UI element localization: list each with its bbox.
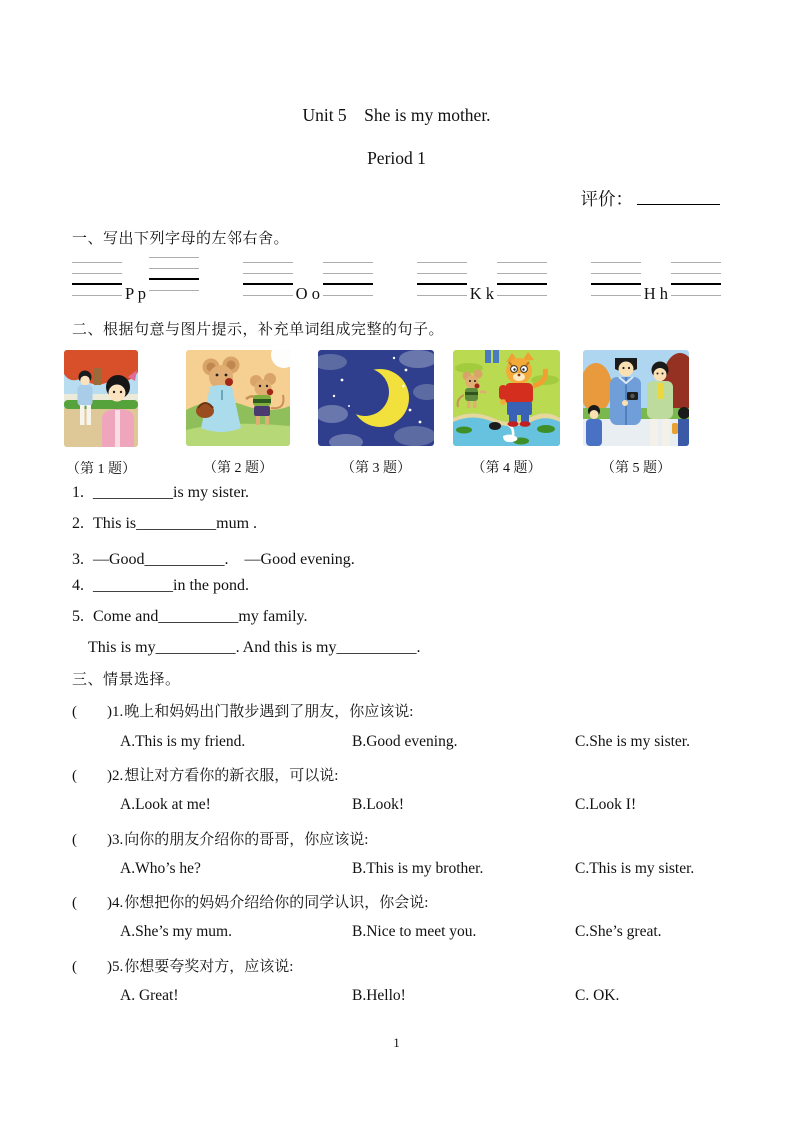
four-line-stave bbox=[72, 262, 122, 296]
answer-bracket-open: ( bbox=[72, 832, 77, 848]
option-c: C.Look I! bbox=[575, 796, 637, 813]
question-number: 4. bbox=[112, 895, 124, 911]
choice-question-4 bbox=[72, 891, 428, 912]
choice-options-4 bbox=[0, 923, 793, 945]
four-line-stave bbox=[149, 257, 199, 291]
section-one-heading: 一、写出下列字母的左邻右舍。 bbox=[72, 231, 290, 247]
question-number: 2. bbox=[112, 768, 124, 784]
question-prompt: 晚上和妈妈出门散步遇到了朋友，你应该说: bbox=[124, 704, 414, 720]
figure-2 bbox=[186, 350, 290, 477]
option-b: B.Nice to meet you. bbox=[352, 923, 477, 940]
option-c: C.She is my sister. bbox=[575, 733, 690, 750]
choice-question-1 bbox=[72, 700, 413, 721]
answer-bracket-close: ) bbox=[107, 959, 112, 975]
section-two-heading: 二、根据句意与图片提示，补充单词组成完整的句子。 bbox=[72, 322, 445, 338]
item-text: __________is my sister. bbox=[93, 484, 250, 501]
period-subtitle: Period 1 bbox=[367, 148, 426, 168]
choice-question-5 bbox=[72, 955, 293, 976]
option-a: A.She’s my mum. bbox=[120, 923, 232, 940]
section-three-heading: 三、情景选择。 bbox=[72, 672, 181, 688]
fill-item-1 bbox=[72, 484, 249, 502]
four-line-stave bbox=[591, 262, 641, 296]
item-text: —Good__________. —Good evening. bbox=[93, 551, 355, 568]
item-number: 4. bbox=[72, 577, 84, 594]
item-text: This is__________mum . bbox=[93, 515, 258, 532]
fill-item-5-line2: This is my__________. And this is my__________. bbox=[88, 639, 421, 656]
figure-3 bbox=[318, 350, 434, 477]
four-line-stave bbox=[323, 262, 373, 296]
choice-options-3 bbox=[0, 860, 793, 882]
fill-item-4 bbox=[72, 577, 249, 595]
answer-bracket-close: ) bbox=[107, 832, 112, 848]
stave-group-kk bbox=[417, 262, 547, 303]
question-prompt: 向你的朋友介绍你的哥哥，你应该说: bbox=[124, 832, 369, 848]
letter-practice-row bbox=[72, 262, 721, 303]
choice-question-3 bbox=[72, 828, 368, 849]
choice-options-1 bbox=[0, 733, 793, 755]
four-line-stave bbox=[417, 262, 467, 296]
crescent-moon-illustration bbox=[318, 350, 434, 446]
item-number: 2. bbox=[72, 515, 84, 532]
question-prompt: 想让对方看你的新衣服，可以说: bbox=[124, 768, 339, 784]
answer-bracket-close: ) bbox=[107, 768, 112, 784]
question-number: 1. bbox=[112, 704, 124, 720]
question-number: 3. bbox=[112, 832, 124, 848]
question-prompt: 你想要夸奖对方，应该说: bbox=[124, 959, 294, 975]
fill-item-3 bbox=[72, 546, 355, 569]
question-number: 5. bbox=[112, 959, 124, 975]
option-c: C.She’s great. bbox=[575, 923, 662, 940]
figure-5-caption: （第 5 题） bbox=[601, 461, 671, 476]
choice-options-5 bbox=[0, 987, 793, 1009]
item-number: 5. bbox=[72, 608, 84, 625]
family-outdoors-illustration bbox=[583, 350, 689, 446]
option-a: A.Look at me! bbox=[120, 796, 211, 813]
answer-bracket-open: ( bbox=[72, 959, 77, 975]
figure-1 bbox=[64, 350, 138, 478]
page-title: Unit 5 She is my mother. bbox=[302, 105, 491, 125]
letter-label-pp: P p bbox=[125, 283, 146, 303]
figure-4-caption: （第 4 题） bbox=[471, 461, 542, 476]
figure-4 bbox=[453, 350, 560, 477]
option-b: B.Good evening. bbox=[352, 733, 458, 750]
option-c: C.This is my sister. bbox=[575, 860, 695, 877]
stave-group-hh bbox=[591, 262, 721, 303]
mouse-and-cat-pond-illustration bbox=[453, 350, 560, 446]
evaluation-label: 评价： bbox=[580, 189, 633, 209]
option-a: A.This is my friend. bbox=[120, 733, 246, 750]
item-text: Come and__________my family. bbox=[93, 608, 308, 625]
evaluation-row bbox=[581, 186, 721, 211]
answer-bracket-close: ) bbox=[107, 895, 112, 911]
option-b: B.This is my brother. bbox=[352, 860, 484, 877]
four-line-stave bbox=[671, 262, 721, 296]
option-a: A. Great! bbox=[120, 987, 179, 1004]
option-a: A.Who’s he? bbox=[120, 860, 201, 877]
option-c: C. OK. bbox=[575, 987, 620, 1004]
letter-label-hh: H h bbox=[643, 283, 668, 303]
girls-walking-illustration bbox=[64, 350, 138, 447]
choice-options-2 bbox=[0, 796, 793, 818]
item-number: 3. bbox=[72, 551, 84, 568]
answer-bracket-open: ( bbox=[72, 895, 77, 911]
page-number: 1 bbox=[393, 1035, 400, 1050]
choice-question-2 bbox=[72, 764, 338, 785]
item-text: __________in the pond. bbox=[93, 577, 249, 594]
evaluation-blank-line bbox=[637, 189, 720, 205]
figure-3-caption: （第 3 题） bbox=[341, 461, 411, 476]
answer-bracket-close: ) bbox=[107, 704, 112, 720]
fill-item-2 bbox=[72, 515, 257, 533]
item-number: 1. bbox=[72, 484, 84, 501]
letter-label-kk: K k bbox=[469, 283, 494, 303]
four-line-stave bbox=[243, 262, 293, 296]
option-b: B.Look! bbox=[352, 796, 405, 813]
figure-2-caption: （第 2 题） bbox=[203, 461, 273, 476]
answer-bracket-open: ( bbox=[72, 704, 77, 720]
figure-5 bbox=[583, 350, 689, 477]
answer-bracket-open: ( bbox=[72, 768, 77, 784]
four-line-stave bbox=[497, 262, 547, 296]
stave-group-oo bbox=[243, 262, 373, 303]
question-prompt: 你想把你的妈妈介绍给你的同学认识，你会说: bbox=[124, 895, 429, 911]
letter-label-oo: O o bbox=[295, 283, 320, 303]
option-b: B.Hello! bbox=[352, 987, 406, 1004]
stave-group-pp bbox=[72, 262, 199, 303]
figure-1-caption: （第 1 题） bbox=[66, 462, 136, 477]
fill-item-5 bbox=[72, 608, 308, 626]
mouse-mother-child-illustration bbox=[186, 350, 290, 446]
